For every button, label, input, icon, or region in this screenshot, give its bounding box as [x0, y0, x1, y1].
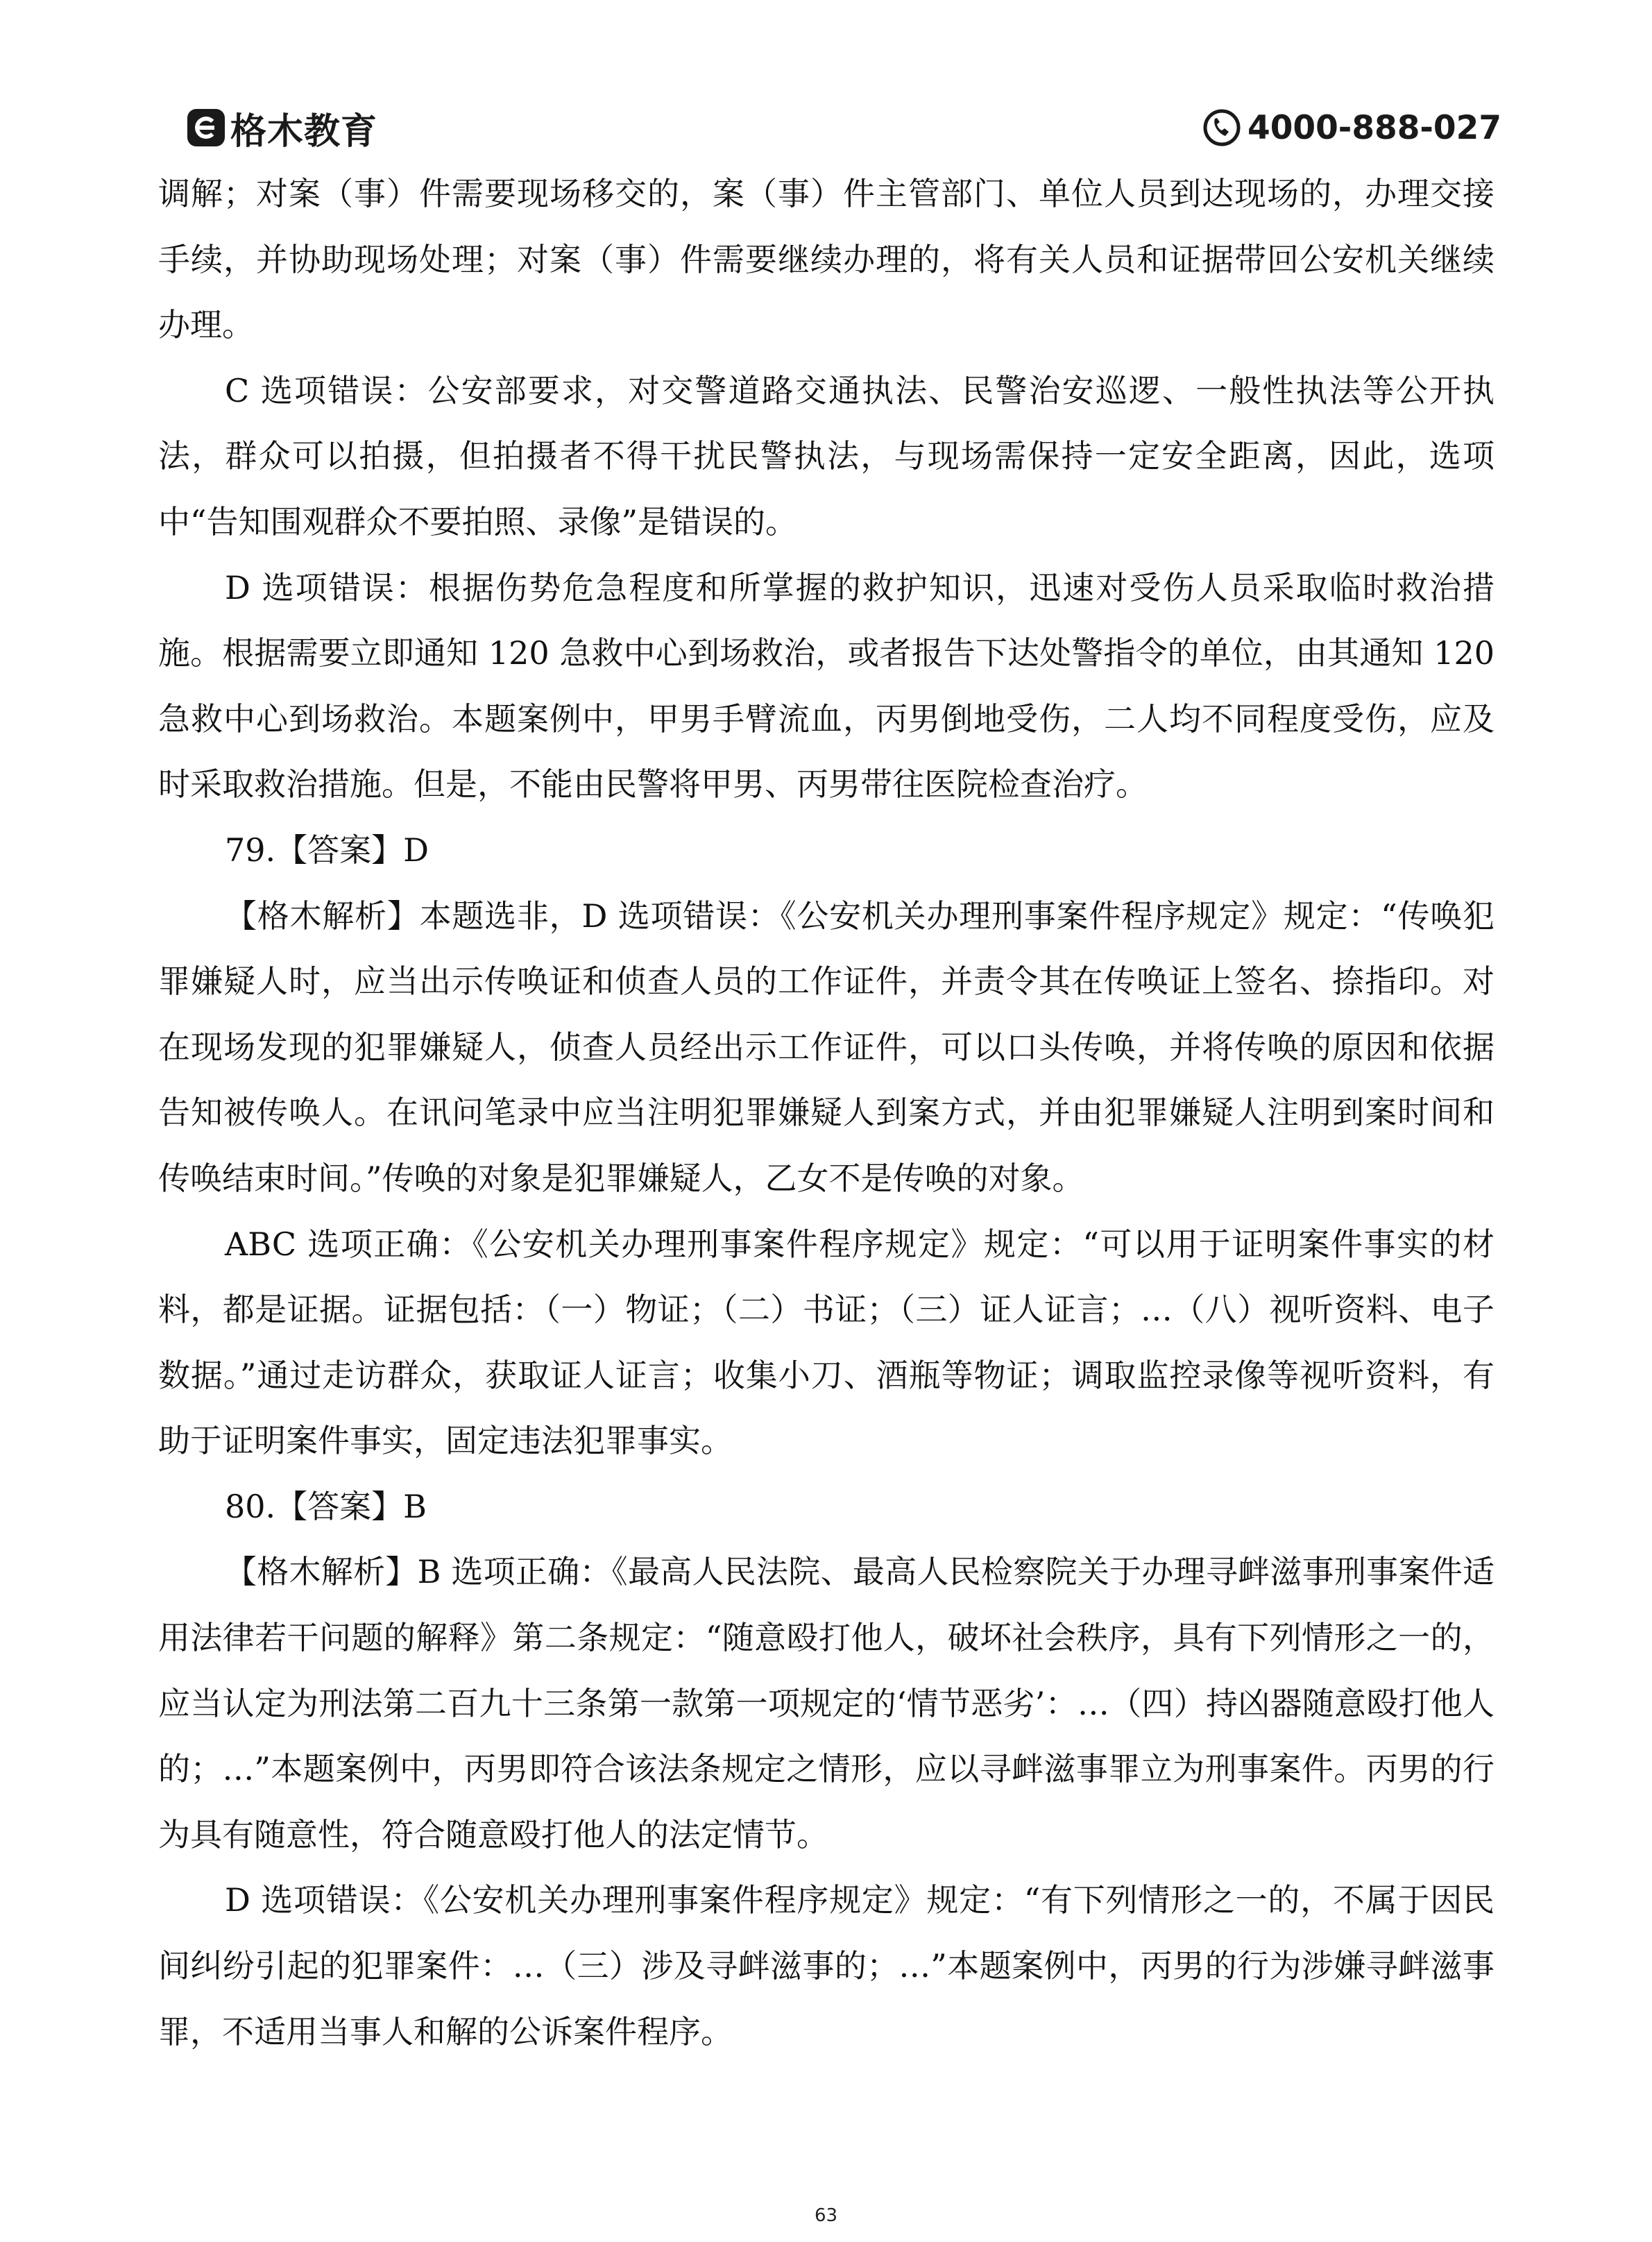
answer-heading: 79.【答案】D: [225, 831, 429, 869]
brand-logo: [187, 104, 377, 151]
phone-number: 4000-888-027: [1247, 108, 1502, 147]
paragraph: 【格木解析】本题选非，D 选项错误：《公安机关办理刑事案件程序规定》规定：“传唤犯罪嫌疑人时，应当出示传唤证和侦查人员的工作证件，并责令其在传唤证上签名、捺指印。对在现场发现的犯罪嫌疑人，侦查人员经出示工作证件，可以口头传唤，并将传唤的原因和依据告知被传唤人。在讯问笔录中应当注明犯罪嫌疑人到案方式，并由犯罪嫌疑人注明到案时间和传唤结束时间。”传唤的对象是犯罪嫌疑人，乙女不是传唤的对象。: [158, 897, 1495, 1197]
page-number: 63: [814, 2205, 838, 2226]
paragraph: D 选项错误：根据伤势危急程度和所掌握的救护知识，迅速对受伤人员采取临时救治措施。根据需要立即通知 120 急救中心到场救治，或者报告下达处警指令的单位，由其通知 120 急救中心到场救治。本题案例中，甲男手臂流血，丙男倒地受伤，二人均不同程度受伤，应及时采取救治措施。但是，不能由民警将甲男、丙男带往医院检查治疗。: [158, 568, 1495, 804]
document-body: [158, 161, 1495, 2064]
logo-text: 格木教育: [230, 110, 378, 153]
logo-icon: [187, 109, 225, 146]
page-header: [0, 0, 1652, 160]
paragraph: ABC 选项正确：《公安机关办理刑事案件程序规定》规定：“可以用于证明案件事实的材料，都是证据。证据包括：（一）物证；（二）书证；（三）证人证言；…（八）视听资料、电子数据。”通过走访群众，获取证人证言；收集小刀、酒瓶等物证；调取监控录像等视听资料，有助于证明案件事实，固定违法犯罪事实。: [158, 1225, 1495, 1460]
hotline: [1202, 104, 1501, 151]
paragraph: 调解；对案（事）件需要现场移交的，案（事）件主管部门、单位人员到达现场的，办理交接手续，并协助现场处理；对案（事）件需要继续办理的，将有关人员和证据带回公安机关继续办理。: [158, 175, 1495, 344]
paragraph: 【格木解析】B 选项正确：《最高人民法院、最高人民检察院关于办理寻衅滋事刑事案件适用法律若干问题的解释》第二条规定：“随意殴打他人，破坏社会秩序，具有下列情形之一的，应当认定为刑法第二百九十三条第一款第一项规定的‘情节恶劣’：…（四）持凶器随意殴打他人的；…”本题案例中，丙男即符合该法条规定之情形，应以寻衅滋事罪立为刑事案件。丙男的行为具有随意性，符合随意殴打他人的法定情节。: [158, 1553, 1495, 1853]
paragraph: D 选项错误：《公安机关办理刑事案件程序规定》规定：“有下列情形之一的，不属于因民间纠纷引起的犯罪案件：…（三）涉及寻衅滋事的；…”本题案例中，丙男的行为涉嫌寻衅滋事罪，不适用当事人和解的公诉案件程序。: [158, 1881, 1495, 2050]
phone-icon: [1202, 108, 1242, 148]
answer-heading: 80.【答案】B: [225, 1487, 427, 1525]
paragraph: C 选项错误：公安部要求，对交警道路交通执法、民警治安巡逻、一般性执法等公开执法，群众可以拍摄，但拍摄者不得干扰民警执法，与现场需保持一定安全距离，因此，选项中“告知围观群众不要拍照、录像”是错误的。: [158, 371, 1495, 541]
